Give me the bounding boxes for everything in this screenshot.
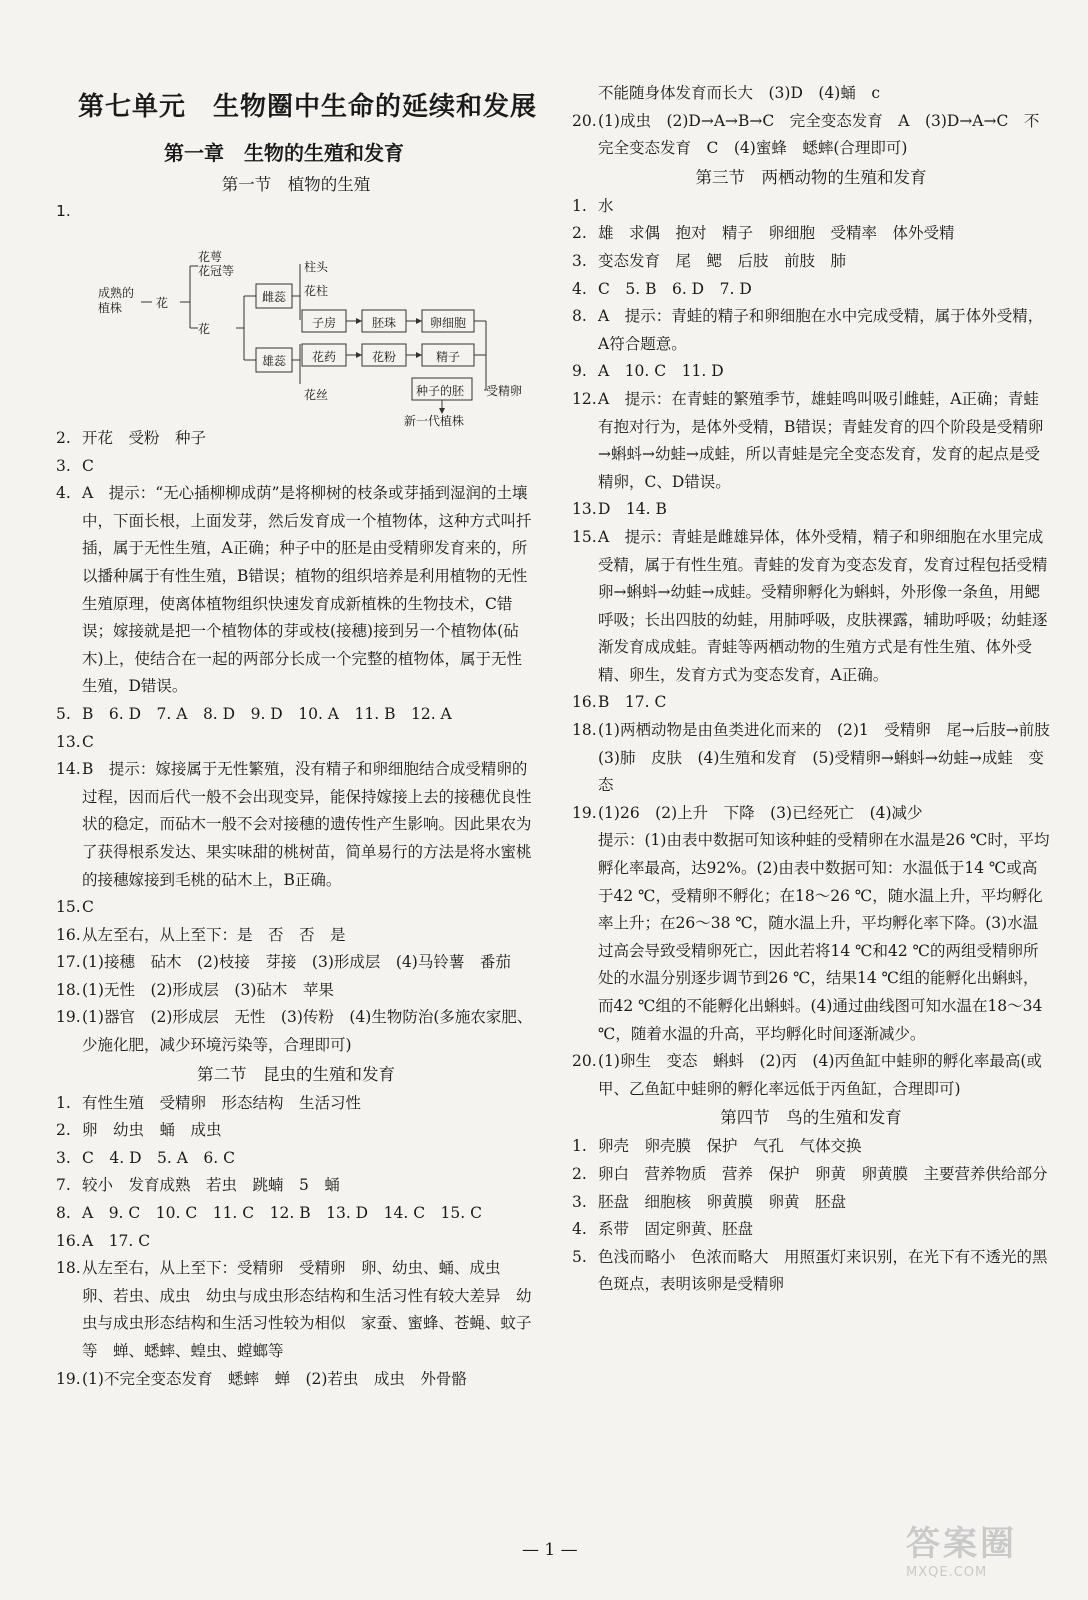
answer-text: 较小 发育成熟 若虫 跳蝻 5 蛹	[82, 1176, 340, 1195]
left-column	[56, 170, 536, 1393]
answer-number: 8.	[56, 1204, 71, 1223]
diagram-ovule: 胚珠	[372, 316, 397, 330]
diagram-fertilized-egg: 受精卵	[486, 384, 523, 398]
answer-text: C 4. D 5. A 6. C	[82, 1148, 235, 1167]
diagram-seed-embryo: 种子的胚	[416, 384, 465, 398]
watermark-logo	[906, 1516, 1056, 1586]
answer-number: 5.	[572, 1247, 587, 1266]
arrow-head	[356, 318, 362, 324]
diagram-flower-part: 花	[198, 322, 211, 336]
answer-text: 水	[598, 196, 614, 215]
diagram-egg-cell: 卵细胞	[430, 316, 467, 330]
diagram-corolla: 花冠等	[198, 264, 235, 278]
answer-text: A 10. C 11. D	[598, 362, 724, 381]
answer-item	[56, 1200, 536, 1228]
answer-item	[56, 1004, 536, 1059]
answer-text: 提示：(1)由表中数据可知该种蛙的受精卵在水温是26 ℃时，平均孵化率最高，达92%。(2)由表中数据可知：水温低于14 ℃或高于42 ℃，受精卵不孵化；在18～26 ℃，随水温上升，平均孵化率上升；在26～38 ℃，随水温上升，平均孵化率下降。(3)水温过高会导致受精卵死亡，因此若将14 ℃和42 ℃的两组受精卵所处的水温分别逐步调节到26 ℃，结果14 ℃组的能孵化出蝌蚪，而42 ℃组的不能孵化出蝌蚪。(4)通过曲线图可知水温在18～34 ℃，随着水温的升高，平均孵化时间逐渐减少。	[598, 831, 1050, 1043]
arrow-head	[416, 352, 422, 358]
answer-text: C 5. B 6. D 7. D	[598, 279, 752, 298]
diagram-style: 花柱	[304, 284, 329, 298]
answer-item	[572, 276, 1050, 304]
amphibian-reproduction-answers	[572, 193, 1066, 1104]
arrow-head	[356, 352, 362, 358]
answer-number: 17.	[56, 953, 81, 972]
answer-number: 13.	[56, 732, 81, 751]
answer-text: (1)无性 (2)形成层 (3)砧木 苹果	[82, 980, 334, 999]
answer-text: 从左至右，从上至下：受精卵 受精卵 卵、幼虫、蛹、成虫 卵、若虫、成虫 幼虫与成虫形态结构和生活习性有较大差异 幼虫与成虫形态结构和生活习性较为相似 家蚕、蜜蜂、苍蝇、蚊子等 蝉、蟋蟀、蝗虫、螳螂等	[82, 1259, 532, 1360]
answer-number: 19.	[572, 803, 597, 822]
answer-item	[56, 949, 536, 977]
answer-text: 色浅而略小 色浓而略大 用照蛋灯来识别，在光下有不透光的黑色斑点，表明该卵是受精卵	[598, 1247, 1048, 1294]
answer-text: A 提示：“无心插柳柳成荫”是将柳树的枝条或芽插到湿润的土壤中，下面长根，上面发芽，然后发育成一个植物体，这种方式叫扦插，属于无性生殖，A正确；种子中的胚是由受精卵发育来的，所以播种属于有性生殖，B错误；植物的组织培养是利用植物的无性生殖原理，使离体植物组织快速发育成新植株的生物技术，C错误；嫁接就是把一个植物体的芽或枝(接穗)接到另一个植物体(砧木)上，使结合在一起的两部分长成一个完整的植物体，属于无性生殖，D错误。	[82, 484, 532, 696]
answer-item	[56, 1117, 536, 1145]
answer-text: C	[82, 898, 94, 917]
diagram-pistil: 雌蕊	[262, 290, 287, 304]
answer-item	[572, 1161, 1050, 1189]
answer-number: 19.	[56, 1369, 81, 1388]
answer-item	[572, 108, 1050, 163]
diagram-filament: 花丝	[304, 388, 329, 402]
answer-item	[56, 425, 536, 453]
diagram-sperm: 精子	[436, 350, 461, 364]
arrow-head	[416, 318, 422, 324]
answer-item	[572, 1048, 1050, 1103]
answer-number: 9.	[572, 362, 587, 381]
answer-number: 8.	[572, 307, 587, 326]
answer-number: 18.	[572, 721, 597, 740]
answer-text: 开花 受粉 种子	[82, 429, 207, 447]
answer-number: 15.	[572, 527, 597, 546]
answer-number: 18.	[56, 980, 81, 999]
answer-text: 系带 固定卵黄、胚盘	[598, 1220, 754, 1239]
answer-item	[56, 453, 536, 481]
answer-item	[56, 922, 536, 950]
answer-item	[56, 1228, 536, 1256]
answer-item	[572, 524, 1050, 690]
section-title-amphibian-reproduction: 第三节 两栖动物的生殖和发育	[695, 167, 927, 187]
answer-number: 1.	[572, 196, 587, 215]
flower-structure-diagram	[56, 200, 536, 428]
section-title-bird-reproduction: 第四节 鸟的生殖和发育	[720, 1108, 902, 1128]
answer-text: B 17. C	[598, 693, 667, 712]
answer-text: B 6. D 7. A 8. D 9. D 10. A 11. B 12. A	[82, 704, 452, 723]
diagram-sepal: 花萼	[198, 250, 223, 264]
answer-text: 不能随身体发育而长大 (3)D (4)蛹 c	[598, 84, 881, 102]
answer-number: 16.	[56, 1231, 81, 1250]
diagram-anther: 花药	[312, 350, 337, 364]
diagram-stamen: 雄蕊	[262, 354, 287, 368]
answer-number: 4.	[572, 1220, 587, 1239]
answer-number: 5.	[56, 704, 71, 723]
answer-number: 16.	[56, 925, 81, 944]
answer-number: 19.	[56, 1008, 81, 1027]
answer-number: 1.	[572, 1137, 587, 1156]
answer-text: 卵壳 卵壳膜 保护 气孔 气体交换	[598, 1137, 862, 1156]
answer-text: A 提示：在青蛙的繁殖季节，雄蛙鸣叫吸引雌蛙，A正确；青蛙有抱对行为，是体外受精，B错误；青蛙发育的四个阶段是受精卵→蝌蚪→幼蛙→成蛙，所以青蛙是完全变态发育，发育的起点是受精卵，C、D错误。	[598, 389, 1044, 491]
answer-item	[572, 193, 1050, 221]
answer-item	[572, 689, 1050, 717]
answer-number: 14.	[56, 760, 81, 779]
section-title-insect-reproduction: 第二节 昆虫的生殖和发育	[197, 1064, 395, 1084]
answer-text: A 提示：青蛙是雌雄异体，体外受精，精子和卵细胞在水里完成受精，属于有性生殖。青蛙的发育为变态发育，发育过程包括受精卵→蝌蚪→幼蛙→成蛙。受精卵孵化为蝌蚪，外形像一条鱼，用鳃呼吸；长出四肢的幼蛙，用肺呼吸，皮肤裸露，辅助呼吸；幼蛙逐渐发育成成蛙。青蛙等两栖动物的生殖方式是有性生殖、体外受精、卵生，发育方式为变态发育，A正确。	[598, 527, 1048, 684]
answer-number: 4.	[572, 279, 587, 298]
answer-text: (1)两栖动物是由鱼类进化而来的 (2)1 受精卵 尾→后肢→前肢 (3)肺 皮肤 (4)生殖和发育 (5)受精卵→蝌蚪→幼蛙→成蛙 变态	[598, 721, 1066, 795]
answer-number: 18.	[56, 1259, 81, 1278]
answer-text: 从左至右，从上至下：是 否 否 是	[82, 925, 346, 944]
section-title-plant-reproduction: 第一节 植物的生殖	[221, 175, 371, 194]
answer-item	[572, 827, 1050, 1048]
answer-item	[572, 220, 1050, 248]
answer-number: 3.	[56, 1148, 71, 1167]
answer-number: 12.	[572, 389, 597, 408]
answer-text: 卵白 营养物质 营养 保护 卵黄 卵黄膜 主要营养供给部分	[598, 1164, 1048, 1183]
diagram-flower: 花	[156, 296, 169, 310]
answer-item	[572, 80, 1050, 108]
answer-text: 胚盘 细胞核 卵黄膜 卵黄 胚盘	[598, 1192, 847, 1211]
answer-item	[56, 729, 536, 757]
answer-item	[56, 1172, 536, 1200]
answer-item	[56, 1366, 536, 1394]
answer-text: 雄 求偶 抱对 精子 卵细胞 受精率 体外受精	[598, 224, 955, 243]
answer-item	[56, 977, 536, 1005]
answer-text: (1)不完全变态发育 蟋蟀 蝉 (2)若虫 成虫 外骨骼	[82, 1369, 467, 1388]
answer-number: 20.	[572, 1052, 597, 1071]
answer-item	[572, 717, 1066, 800]
answer-text: A 提示：青蛙的精子和卵细胞在水中完成受精，属于体外受精，A符合题意。	[598, 307, 1044, 353]
item-number: 1.	[56, 202, 71, 220]
answer-item	[56, 894, 536, 922]
answer-text: (1)26 (2)上升 下降 (3)已经死亡 (4)减少	[598, 803, 923, 822]
answer-text: (1)器官 (2)形成层 无性 (3)传粉 (4)生物防治(多施农家肥、少施化肥，减少环境污染等，合理即可)	[82, 1008, 533, 1055]
answer-item	[56, 1145, 536, 1173]
answer-number: 1.	[56, 1093, 71, 1112]
answer-text: A 9. C 10. C 11. C 12. B 13. D 14. C 15. C	[82, 1204, 482, 1223]
diagram-stigma: 柱头	[304, 260, 329, 274]
answer-number: 3.	[56, 456, 71, 475]
diagram-pollen: 花粉	[372, 350, 397, 364]
chapter-title: 第一章 生物的生殖和发育	[164, 141, 404, 165]
unit-title: 第七单元 生物圈中生命的延续和发展	[78, 92, 538, 122]
answer-item	[572, 1133, 1050, 1161]
answer-number: 15.	[56, 898, 81, 917]
answer-number: 20.	[572, 111, 597, 130]
answer-text: A 17. C	[82, 1231, 151, 1250]
answer-number: 2.	[56, 1121, 71, 1140]
answer-item	[572, 386, 1050, 496]
answer-text: (1)成虫 (2)D→A→B→C 完全变态发育 A (3)D→A→C 不完全变态发育 C (4)蜜蜂 蟋蟀(合理即可)	[598, 111, 1040, 158]
insect-reproduction-answers	[56, 1090, 536, 1394]
bird-reproduction-answers	[572, 1133, 1050, 1299]
answer-text: C	[82, 732, 94, 751]
answer-number: 7.	[56, 1176, 71, 1195]
diagram-new-plant: 新一代植株	[404, 414, 465, 428]
answer-number: 3.	[572, 251, 587, 270]
diagram-ovary: 子房	[312, 316, 337, 330]
answer-text: 变态发育 尾 鳃 后肢 前肢 肺	[598, 251, 847, 270]
answer-item	[572, 1216, 1050, 1244]
answer-number: 2.	[572, 224, 587, 243]
answer-number: 13.	[572, 500, 597, 519]
answer-item	[572, 496, 1050, 524]
answer-item	[56, 1090, 536, 1118]
answer-text: B 提示：嫁接属于无性繁殖，没有精子和卵细胞结合成受精卵的过程，因而后代一般不会出现变异，能保持嫁接上去的接穗优良性状的稳定，而砧木一般不会对接穗的遗传性产生影响。因此果农为了获得根系发达、果实味甜的桃树苗，简单易行的方法是将水蜜桃的接穗嫁接到毛桃的砧木上，B正确。	[82, 760, 532, 889]
answer-item	[56, 756, 536, 894]
answer-item	[56, 701, 536, 729]
answer-text: C	[82, 456, 94, 475]
answer-text: 卵 幼虫 蛹 成虫	[82, 1121, 222, 1140]
answer-number: 2.	[572, 1164, 587, 1183]
answer-text: (1)接穗 砧木 (2)枝接 芽接 (3)形成层 (4)马铃薯 番茄	[82, 953, 511, 972]
answer-number: 3.	[572, 1192, 587, 1211]
answer-item	[572, 358, 1050, 386]
page-number: — 1 —	[522, 1540, 578, 1560]
answer-item	[56, 1255, 536, 1365]
answer-text: 有性生殖 受精卵 形态结构 生活习性	[82, 1093, 362, 1112]
right-column	[572, 80, 1066, 1299]
answer-number	[572, 827, 598, 1048]
diagram-mature-plant: 成熟的植株	[98, 286, 135, 315]
answer-text: D 14. B	[598, 500, 667, 519]
answer-item	[572, 800, 1050, 828]
answer-item	[572, 1189, 1050, 1217]
answer-text: (1)卵生 变态 蝌蚪 (2)丙 (4)丙鱼缸中蛙卵的孵化率最高(或甲、乙鱼缸中蛙卵的孵化率远低于丙鱼缸，合理即可)	[598, 1052, 1042, 1098]
answer-item	[572, 303, 1050, 358]
answer-number: 16.	[572, 693, 597, 712]
answer-item	[56, 480, 536, 701]
answer-item	[572, 1244, 1050, 1299]
watermark-text: 答案圈	[906, 1524, 1017, 1564]
watermark-site: MXQE.COM	[906, 1565, 988, 1580]
answer-number: 4.	[56, 484, 71, 503]
answer-number: 2.	[56, 429, 71, 447]
plant-reproduction-answers	[56, 425, 536, 1060]
answer-item	[572, 248, 1050, 276]
